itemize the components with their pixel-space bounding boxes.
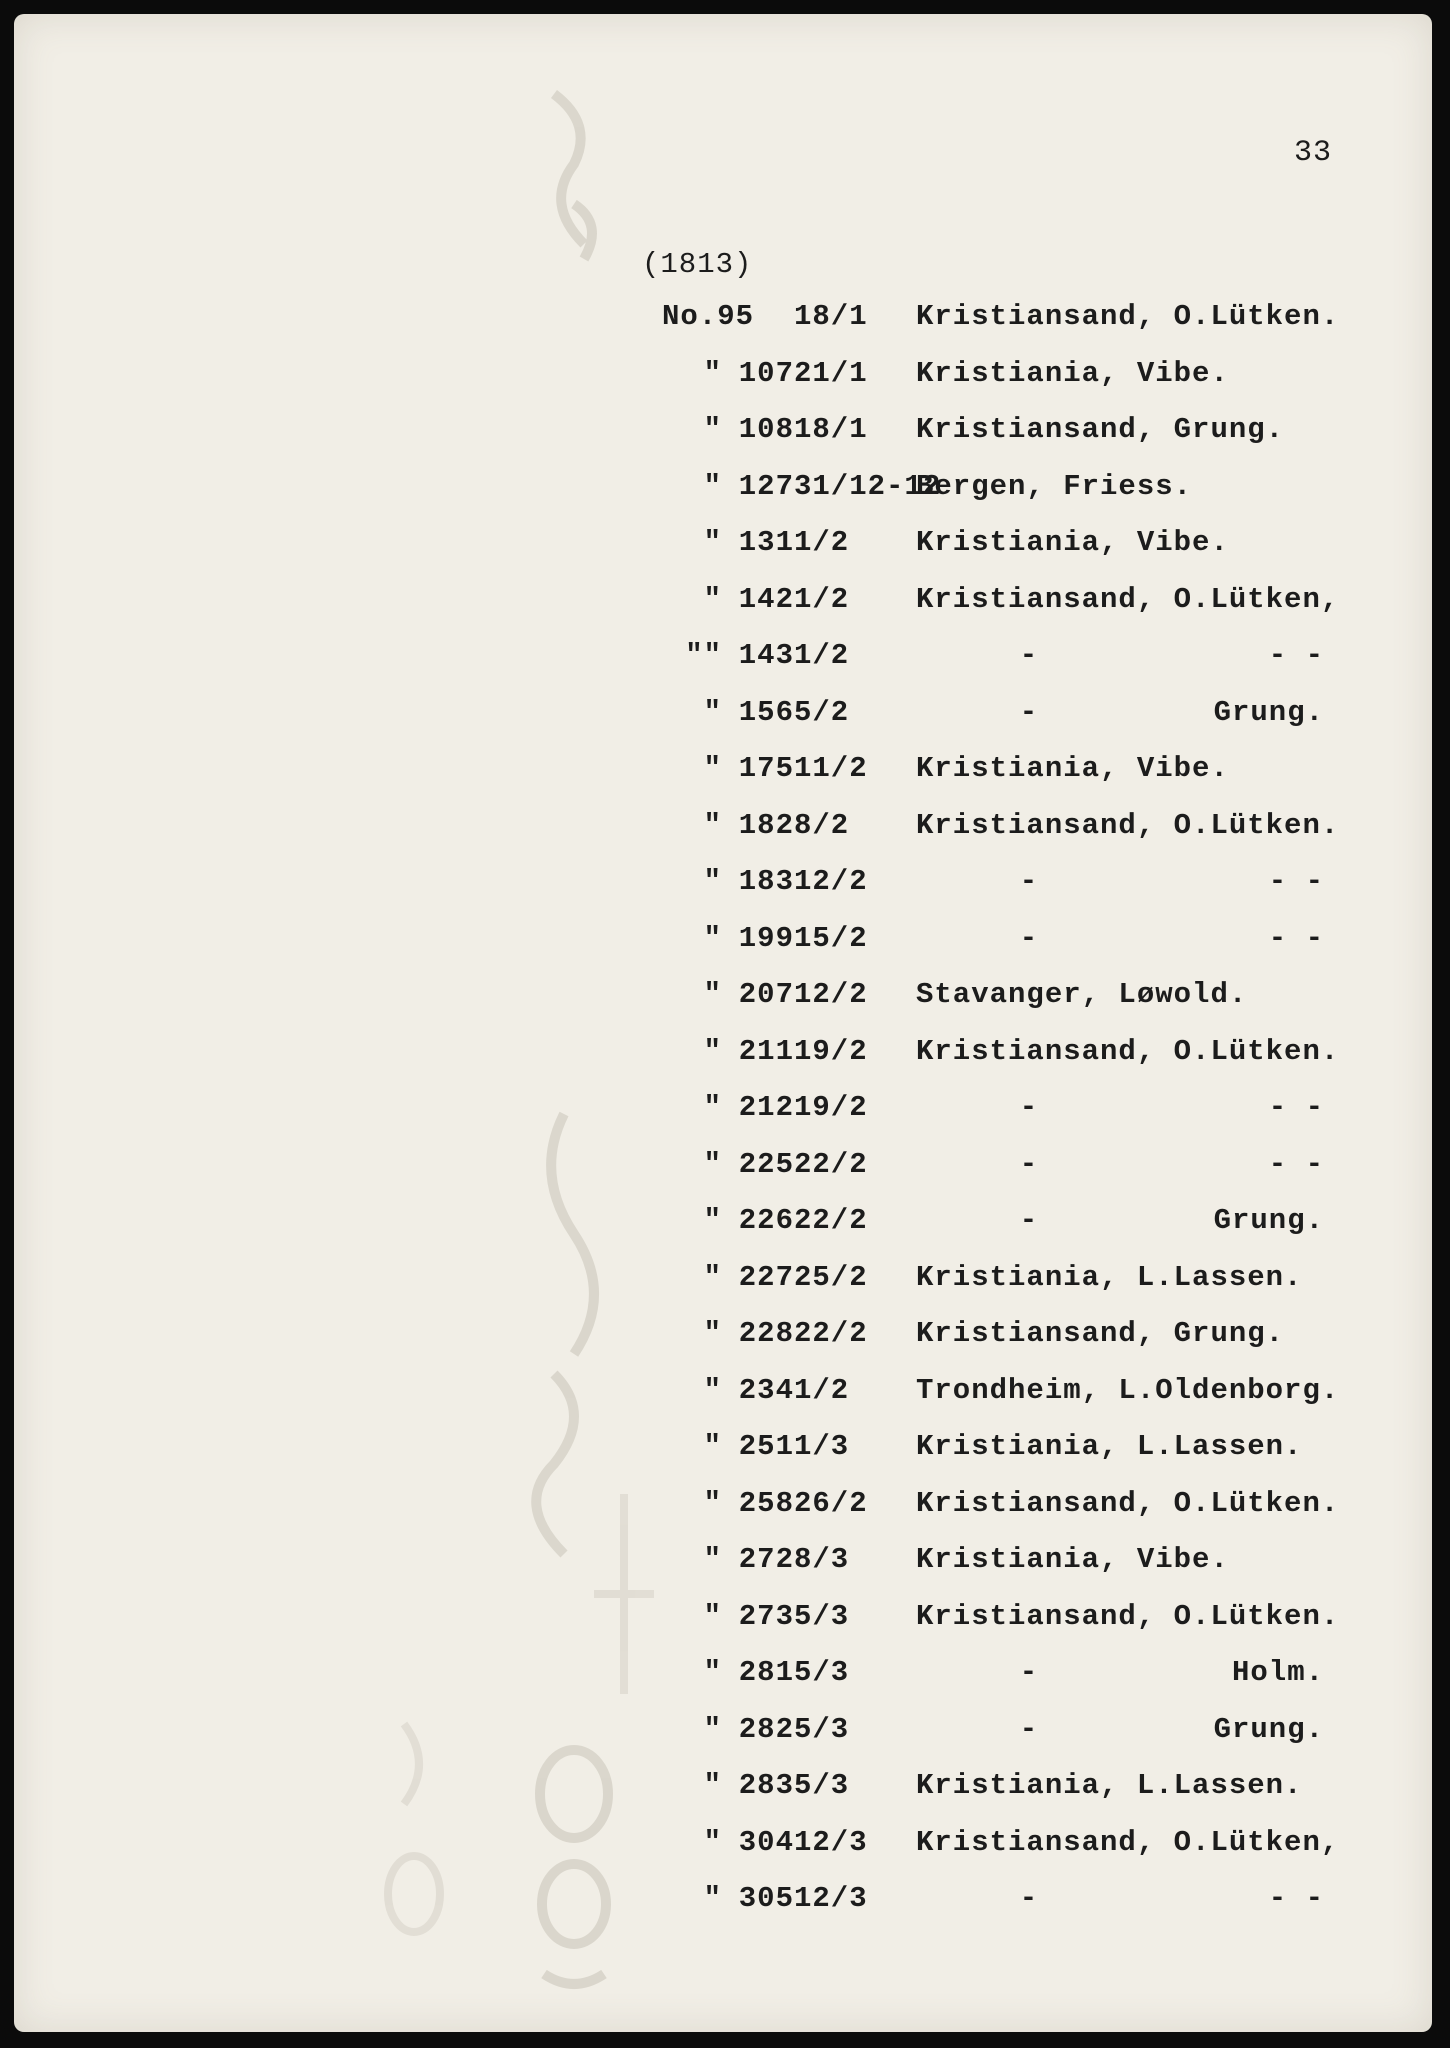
entry-date: 1/3 xyxy=(794,1430,850,1463)
entry-date: 31/12-12 xyxy=(794,469,942,503)
entry-number: 156 xyxy=(738,695,794,729)
ditto-dash: - xyxy=(1019,1656,1039,1689)
entry-date: 22/2 xyxy=(794,1317,868,1350)
entry-date: 1/2 xyxy=(794,639,850,672)
entry-date: 22/2 xyxy=(794,1147,868,1181)
ditto-mark: " xyxy=(703,1260,722,1294)
ditto-mark: " xyxy=(703,413,722,446)
ditto-mark: " xyxy=(703,1712,722,1746)
entry-number: 182 xyxy=(738,808,794,842)
entry-place-and-name: Kristiansand, O.Lütken, xyxy=(916,582,1340,616)
entry-place-and-name: Kristiansand, O.Lütken. xyxy=(916,1034,1340,1068)
ledger-entry-row xyxy=(14,865,1432,905)
ditto-mark: " xyxy=(703,1656,722,1689)
ditto-name: - - xyxy=(1268,1147,1324,1181)
ditto-mark: " xyxy=(703,1373,722,1407)
ledger-entry-row xyxy=(14,922,1432,962)
ledger-entry-row xyxy=(14,1261,1432,1301)
entry-date: 11/2 xyxy=(794,752,868,785)
page-number: 33 xyxy=(1294,136,1333,170)
entry-date: 8/3 xyxy=(794,1543,850,1576)
ditto-name: - - xyxy=(1268,1091,1324,1124)
entry-place-and-name: Kristiania, L.Lassen. xyxy=(916,1260,1303,1294)
entry-number: 199 xyxy=(738,921,794,955)
entry-number: 211 xyxy=(738,1034,794,1068)
entry-place-and-name: Kristiansand, O.Lütken. xyxy=(916,1599,1340,1633)
ditto-dash: - xyxy=(1019,1882,1039,1915)
ditto-mark: " xyxy=(703,1825,722,1859)
ditto-mark: " xyxy=(703,752,722,785)
entry-place-and-name: Kristiania, Vibe. xyxy=(916,526,1229,559)
entry-number: 282 xyxy=(738,1712,794,1746)
ditto-name: Grung. xyxy=(1213,1712,1324,1746)
document-page xyxy=(14,14,1432,2032)
entry-place-and-name: Stavanger, Løwold. xyxy=(916,978,1248,1011)
ledger-entry-row xyxy=(14,1769,1432,1809)
ditto-mark: " xyxy=(703,1599,722,1633)
ditto-dash: - xyxy=(1019,865,1039,898)
ditto-mark: " xyxy=(703,356,722,390)
entry-date: 5/3 xyxy=(794,1712,850,1746)
ditto-mark: " xyxy=(703,582,722,616)
ledger-entry-row xyxy=(14,809,1432,849)
entry-number: 108 xyxy=(738,413,794,446)
entry-date: 15/2 xyxy=(794,921,868,955)
ledger-entry-row xyxy=(14,1204,1432,1244)
entry-date: 19/2 xyxy=(794,1034,868,1068)
ledger-entry-row xyxy=(14,696,1432,736)
entry-date: 1/2 xyxy=(794,526,850,559)
entry-number: 142 xyxy=(738,582,794,616)
entry-place-and-name: Kristiania, L.Lassen. xyxy=(916,1769,1303,1802)
ledger-entry-row xyxy=(14,526,1432,566)
ditto-mark: " xyxy=(703,1034,722,1068)
ledger-entry-row xyxy=(14,1487,1432,1527)
entry-place-and-name: Kristiansand, O.Lütken, xyxy=(916,1825,1340,1859)
ditto-dash: - xyxy=(1019,921,1039,955)
entry-place-and-name: Kristiansand, O.Lütken. xyxy=(916,808,1340,842)
entry-date: 5/3 xyxy=(794,1769,850,1802)
ditto-mark: " xyxy=(703,1486,722,1520)
entry-place-and-name: Bergen, Friess. xyxy=(916,469,1193,503)
ledger-entry-row xyxy=(14,1543,1432,1583)
entry-number: 226 xyxy=(738,1204,794,1237)
ditto-dash: - xyxy=(1019,1204,1039,1237)
ledger-entry-row xyxy=(14,1882,1432,1922)
ditto-mark: " xyxy=(703,921,722,955)
entry-number: No.95 xyxy=(662,300,755,333)
entry-number: 227 xyxy=(738,1260,794,1294)
ditto-mark: " xyxy=(703,1091,722,1124)
entry-number: 272 xyxy=(738,1543,794,1576)
entry-number: 127 xyxy=(738,469,794,503)
entry-number: 225 xyxy=(738,1147,794,1181)
entry-place-and-name: Kristiansand, Grung. xyxy=(916,413,1285,446)
ditto-dash: - xyxy=(1019,695,1039,729)
entry-number: 251 xyxy=(738,1430,794,1463)
ditto-name: - - xyxy=(1268,865,1324,898)
entry-date: 12/2 xyxy=(794,978,868,1011)
entry-number: 305 xyxy=(738,1882,794,1915)
ledger-entry-row xyxy=(14,978,1432,1018)
ledger-entry-row xyxy=(14,1317,1432,1357)
ditto-name: - - xyxy=(1268,921,1324,955)
ledger-entry-row xyxy=(14,470,1432,510)
ditto-mark: " xyxy=(703,865,722,898)
entry-number: 283 xyxy=(738,1769,794,1802)
entry-place-and-name: Kristiania, Vibe. xyxy=(916,1543,1229,1576)
entry-number: 273 xyxy=(738,1599,794,1633)
ledger-entry-row xyxy=(14,1430,1432,1470)
entry-number: 107 xyxy=(738,356,794,390)
entry-number: 281 xyxy=(738,1656,794,1689)
ditto-mark: " xyxy=(703,695,722,729)
entry-date: 12/3 xyxy=(794,1825,868,1859)
ditto-dash: - xyxy=(1019,1712,1039,1746)
ledger-entry-row xyxy=(14,413,1432,453)
entry-date: 18/1 xyxy=(794,413,868,446)
entry-number: 212 xyxy=(738,1091,794,1124)
entry-date: 1/2 xyxy=(794,582,850,616)
ditto-mark: " xyxy=(703,526,722,559)
entry-number: 234 xyxy=(738,1373,794,1407)
entry-number: 228 xyxy=(738,1317,794,1350)
entry-date: 5/2 xyxy=(794,695,850,729)
ledger-entry-row xyxy=(14,1826,1432,1866)
ditto-mark: " xyxy=(703,1543,722,1576)
ledger-entry-row xyxy=(14,639,1432,679)
entry-number: 304 xyxy=(738,1825,794,1859)
entry-date: 12/3 xyxy=(794,1882,868,1915)
entry-number: 131 xyxy=(738,526,794,559)
entry-list xyxy=(14,14,1432,2032)
entry-place-and-name: Kristiansand, O.Lütken. xyxy=(916,300,1340,333)
entry-number: 175 xyxy=(738,752,794,785)
entry-place-and-name: Kristiansand, O.Lütken. xyxy=(916,1486,1340,1520)
entry-number: 143 xyxy=(738,639,794,672)
entry-date: 5/3 xyxy=(794,1656,850,1689)
ledger-entry-row xyxy=(14,1600,1432,1640)
entry-date: 5/3 xyxy=(794,1599,850,1633)
ditto-mark: " xyxy=(703,1147,722,1181)
ditto-mark: " xyxy=(703,1430,722,1463)
ditto-dash: - xyxy=(1019,1147,1039,1181)
ditto-name: Holm. xyxy=(1231,1656,1324,1689)
ledger-entry-row xyxy=(14,1035,1432,1075)
entry-date: 12/2 xyxy=(794,865,868,898)
entry-place-and-name: Kristiansand, Grung. xyxy=(916,1317,1285,1350)
ditto-mark: "" xyxy=(685,639,722,672)
entry-date: 26/2 xyxy=(794,1486,868,1520)
entry-date: 18/1 xyxy=(794,300,868,333)
entry-date: 19/2 xyxy=(794,1091,868,1124)
ditto-mark: " xyxy=(703,1204,722,1237)
ledger-entry-row xyxy=(14,300,1432,340)
ledger-entry-row xyxy=(14,583,1432,623)
ledger-entry-row xyxy=(14,1656,1432,1696)
ledger-entry-row xyxy=(14,1374,1432,1414)
entry-place-and-name: Kristiania, L.Lassen. xyxy=(916,1430,1303,1463)
ditto-mark: " xyxy=(703,1317,722,1350)
entry-place-and-name: Kristiania, Vibe. xyxy=(916,752,1229,785)
ledger-entry-row xyxy=(14,357,1432,397)
ledger-entry-row xyxy=(14,1713,1432,1753)
ditto-mark: " xyxy=(703,978,722,1011)
entry-place-and-name: Kristiania, Vibe. xyxy=(916,356,1229,390)
entry-date: 1/2 xyxy=(794,1373,850,1407)
entry-number: 183 xyxy=(738,865,794,898)
ditto-name: Grung. xyxy=(1213,695,1324,729)
ditto-name: - - xyxy=(1268,1882,1324,1915)
entry-date: 21/1 xyxy=(794,356,868,390)
ditto-mark: " xyxy=(703,808,722,842)
entry-date: 22/2 xyxy=(794,1204,868,1237)
ditto-name: - - xyxy=(1268,639,1324,672)
year-heading: (1813) xyxy=(642,248,753,281)
ledger-entry-row xyxy=(14,752,1432,792)
entry-number: 207 xyxy=(738,978,794,1011)
ditto-dash: - xyxy=(1019,1091,1039,1124)
entry-place-and-name: Trondheim, L.Oldenborg. xyxy=(916,1373,1340,1407)
entry-date: 8/2 xyxy=(794,808,850,842)
ditto-mark: " xyxy=(703,469,722,503)
ditto-mark: " xyxy=(703,1882,722,1915)
ledger-entry-row xyxy=(14,1148,1432,1188)
ditto-dash: - xyxy=(1019,639,1039,672)
entry-number: 258 xyxy=(738,1486,794,1520)
ledger-entry-row xyxy=(14,1091,1432,1131)
ditto-name: Grung. xyxy=(1213,1204,1324,1237)
entry-date: 25/2 xyxy=(794,1260,868,1294)
ditto-mark: " xyxy=(703,1769,722,1802)
